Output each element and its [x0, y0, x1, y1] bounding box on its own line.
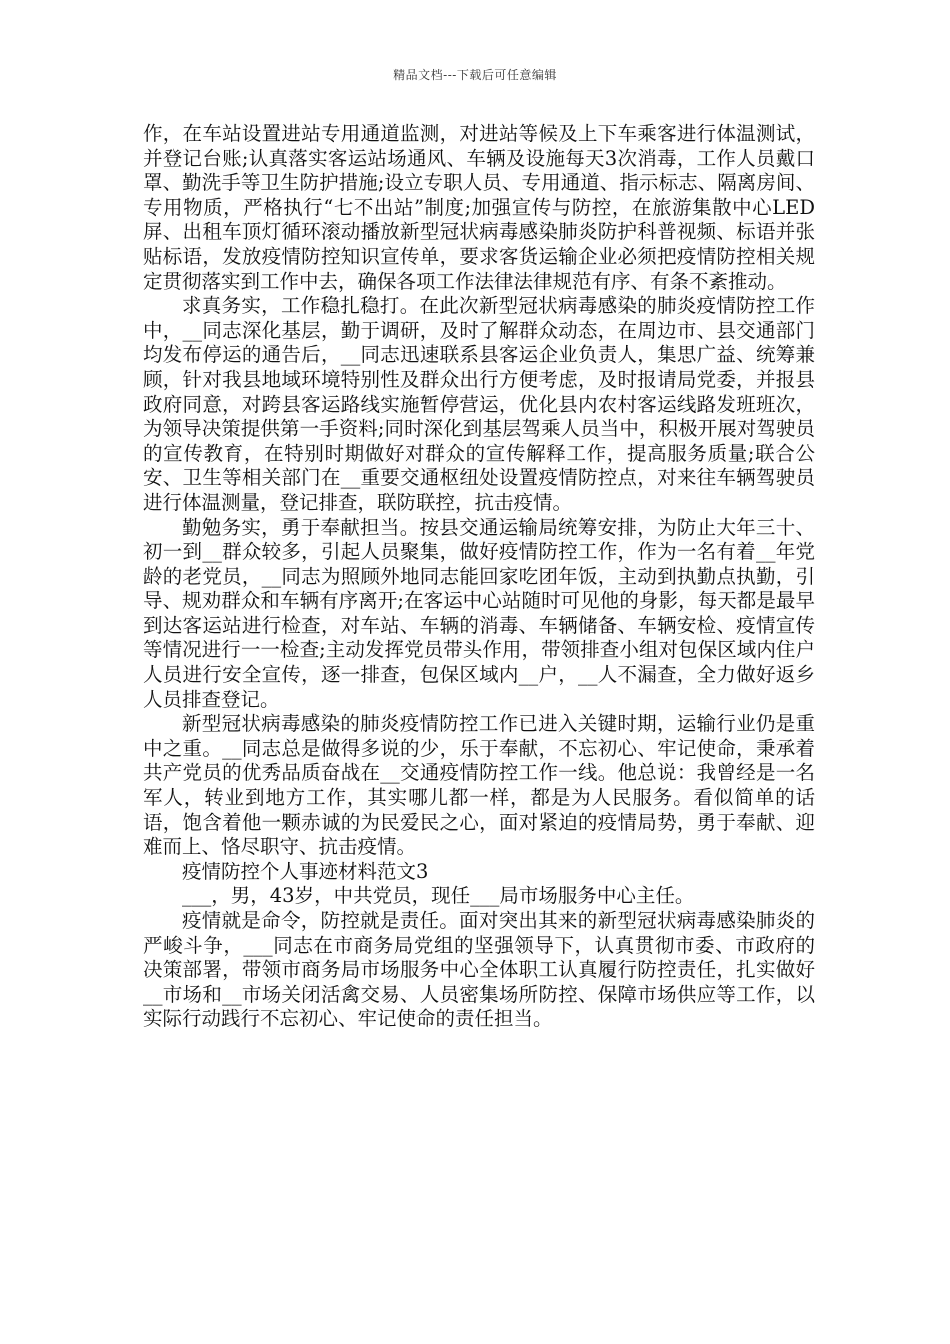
- paragraph-dedication: 勤勉务实，勇于奉献担当。按县交通运输局统筹安排，为防止大年三十、初一到__群众较多，引起人员聚集，做好疫情防控工作，作为一名有着__年党龄的老党员，__同志为照顾外地同志能回家吃团年饭，主动到执勤点执勤，引导、规劝群众和车辆有序离开;在客运中心站随时可见他的身影，每天都是最早到达客运站进行检查，对车站、车辆的消毒、车辆储备、车辆安检、疫情宣传等情况进行一一检查;主动发挥党员带头作用，带领排查小组对包保区域内住户人员进行安全宣传，逐一排查，包保区域内__户，__人不漏查，全力做好返乡人员排查登记。: [143, 515, 815, 711]
- page-header: 精品文档---下载后可任意编辑: [393, 68, 557, 82]
- document-body: [143, 122, 815, 1032]
- paragraph-pragmatic-work: 求真务实，工作稳扎稳打。在此次新型冠状病毒感染的肺炎疫情防控工作中，__同志深化基层，勤于调研，及时了解群众动态，在周边市、县交通部门均发布停运的通告后，__同志迅速联系县客运企业负责人，集思广益、统筹兼顾，针对我县地域环境特别性及群众出行方便考虑，及时报请局党委，并报县政府同意，对跨县客运路线实施暂停营运，优化县内农村客运线路发班班次，为领导决策提供第一手资料;同时深化到基层驾乘人员当中，积极开展对驾驶员的宣传教育，在特别时期做好对群众的宣传解释工作，提高服务质量;联合公安、卫生等相关部门在__重要交通枢纽处设置疫情防控点，对来往车辆驾驶员进行体温测量，登记排查，联防联控，抗击疫情。: [143, 294, 815, 514]
- paragraph-critical-period: 新型冠状病毒感染的肺炎疫情防控工作已进入关键时期，运输行业仍是重中之重。__同志总是做得多说的少，乐于奉献，不忘初心、牢记使命，秉承着共产党员的优秀品质奋战在__交通疫情防控工作一线。他总说：我曾经是一名军人，转业到地方工作，其实哪儿都一样，都是为人民服务。看似简单的话语，饱含着他一颗赤诚的为民爱民之心，面对紧迫的疫情局势，勇于奉献、迎难而上、恪尽职守、抗击疫情。: [143, 712, 815, 859]
- paragraph-responsibility: 疫情就是命令，防控就是责任。面对突出其来的新型冠状病毒感染肺炎的严峻斗争，___同志在市商务局党组的坚强领导下，认真贯彻市委、市政府的决策部署，带领市商务局市场服务中心全体职工认真履行防控责任，扎实做好__市场和__市场关闭活禽交易、人员密集场所防控、保障市场供应等工作，以实际行动践行不忘初心、牢记使命的责任担当。: [143, 909, 815, 1031]
- section-heading: 疫情防控个人事迹材料范文3: [182, 859, 429, 883]
- paragraph-profile: ___，男，43岁，中共党员，现任___局市场服务中心主任。: [182, 884, 695, 908]
- paragraph-continuation: 作，在车站设置进站专用通道监测，对进站等候及上下车乘客进行体温测试，并登记台账;认真落实客运站场通风、车辆及设施每天3次消毒，工作人员戴口罩、勤洗手等卫生防护措施;设立专职人员、专用通道、指示标志、隔离房间、专用物质，严格执行“七不出站”制度;加强宣传与防控，在旅游集散中心LED屏、出租车顶灯循环滚动播放新型冠状病毒感染肺炎防护科普视频、标语并张贴标语，发放疫情防控知识宣传单，要求客货运输企业必须把疫情防控相关规定贯彻落实到工作中去，确保各项工作法律法律规范有序、有条不紊推动。: [143, 122, 815, 293]
